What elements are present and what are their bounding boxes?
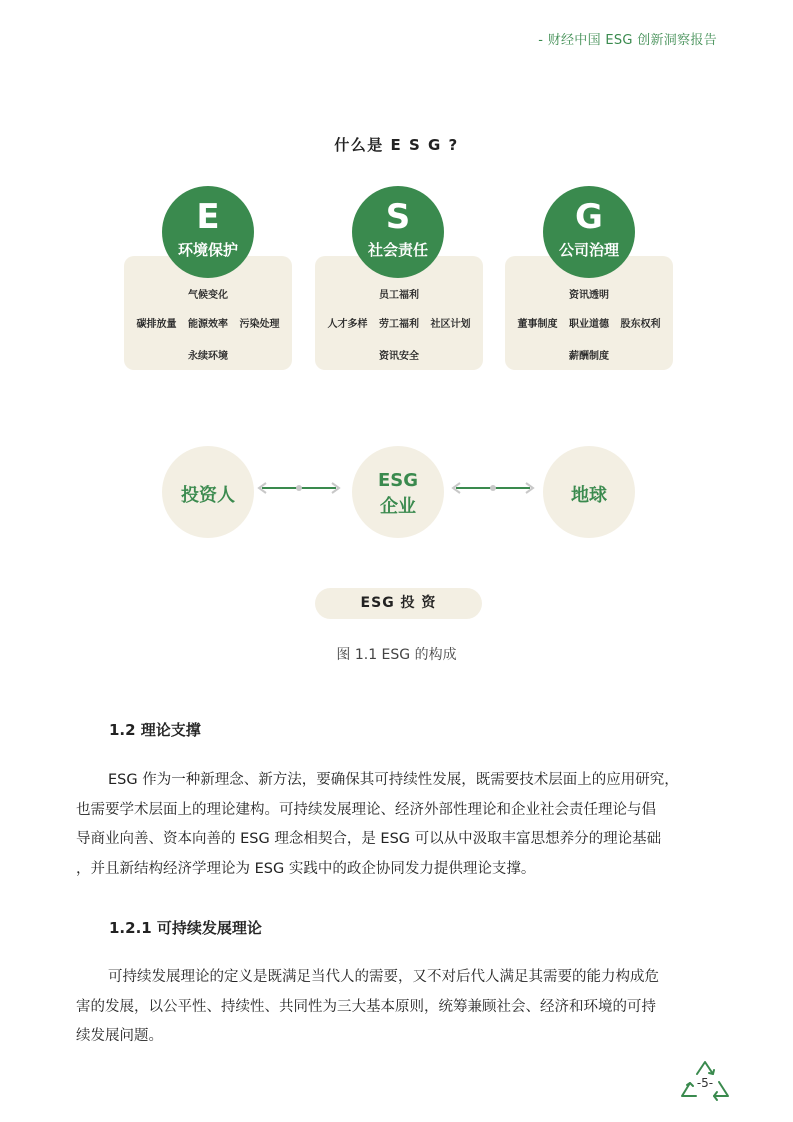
paragraph-line: 导商业向善、资本向善的 ESG 理念相契合，是 ESG 可以从中汲取丰富思想养分的理论基础 bbox=[76, 831, 662, 847]
pillar-circle-social bbox=[352, 186, 444, 278]
pillar-item: 永续环境 bbox=[188, 351, 228, 362]
pillar-item: 董事制度 bbox=[517, 319, 558, 330]
pillar-letter: S bbox=[385, 197, 411, 237]
paragraph-line: 可持续发展理论的定义是既满足当代人的需要，又不对后代人满足其需要的能力构成危 bbox=[108, 969, 659, 985]
paragraph-line: 续发展问题。 bbox=[76, 1028, 163, 1044]
pillar-name: 公司治理 bbox=[558, 241, 619, 259]
subsection-heading: 1.2.1 可持续发展理论 bbox=[109, 919, 262, 937]
pillar-item: 污染处理 bbox=[239, 319, 280, 330]
earth-label: 地球 bbox=[571, 485, 607, 506]
pillar-items-row bbox=[505, 315, 673, 330]
enterprise-label-line1: ESG bbox=[377, 470, 419, 491]
pillar-item: 资讯透明 bbox=[569, 290, 609, 301]
diagram-title: 什么是 E S G ? bbox=[334, 136, 459, 154]
pillar-circle-environment bbox=[162, 186, 254, 278]
pillar-items-row bbox=[124, 315, 292, 330]
report-header-tag: - 财经中国 ESG 创新洞察报告 bbox=[538, 33, 717, 48]
esg-investment-label: ESG 投 资 bbox=[315, 588, 482, 619]
paragraph-line: ，并且新结构经济学理论为 ESG 实践中的政企协同发力提供理论支撑。 bbox=[76, 860, 536, 877]
section-heading: 1.2 理论支撑 bbox=[109, 721, 201, 739]
pillar-item: 员工福利 bbox=[379, 290, 419, 301]
double-arrow-left bbox=[259, 483, 339, 493]
paragraph bbox=[76, 766, 718, 884]
pillar-item: 碳排放量 bbox=[136, 319, 177, 330]
pillar-circle-governance bbox=[543, 186, 635, 278]
pillar-item: 股东权利 bbox=[620, 319, 661, 330]
paragraph-line: 害的发展，以公平性、持续性、共同性为三大基本原则，统筹兼顾社会、经济和环境的可持 bbox=[76, 998, 656, 1015]
paragraph-line: ESG 作为一种新理念、新方法，要确保其可持续性发展，既需要技术层面上的应用研究， bbox=[108, 772, 679, 788]
pillar-items-row bbox=[315, 315, 483, 330]
pillar-item: 人才多样 bbox=[327, 319, 368, 330]
page-number: -5- bbox=[696, 1076, 714, 1090]
pillar-item: 薪酬制度 bbox=[569, 351, 609, 362]
pillar-item: 社区计划 bbox=[430, 319, 471, 330]
enterprise-label-line2: 企业 bbox=[380, 496, 416, 517]
flow-arrows bbox=[0, 478, 793, 498]
paragraph bbox=[76, 963, 718, 1052]
pillar-item: 劳工福利 bbox=[379, 319, 419, 330]
pillar-name: 环境保护 bbox=[177, 241, 238, 259]
double-arrow-right bbox=[453, 483, 533, 493]
pillar-item: 气候变化 bbox=[188, 290, 228, 301]
paragraph-line: 也需要学术层面上的理论建构。可持续发展理论、经济外部性理论和企业社会责任理论与倡 bbox=[76, 801, 656, 818]
pillar-name: 社会责任 bbox=[367, 241, 428, 259]
investor-label: 投资人 bbox=[181, 485, 235, 506]
figure-caption: 图 1.1 ESG 的构成 bbox=[336, 647, 457, 663]
pillar-item: 职业道德 bbox=[569, 319, 609, 330]
pillar-letter: G bbox=[575, 197, 603, 237]
page-number-badge bbox=[678, 1058, 732, 1110]
pillar-item: 资讯安全 bbox=[379, 351, 419, 362]
pillar-item: 能源效率 bbox=[188, 319, 228, 330]
pillar-letter: E bbox=[196, 197, 220, 237]
